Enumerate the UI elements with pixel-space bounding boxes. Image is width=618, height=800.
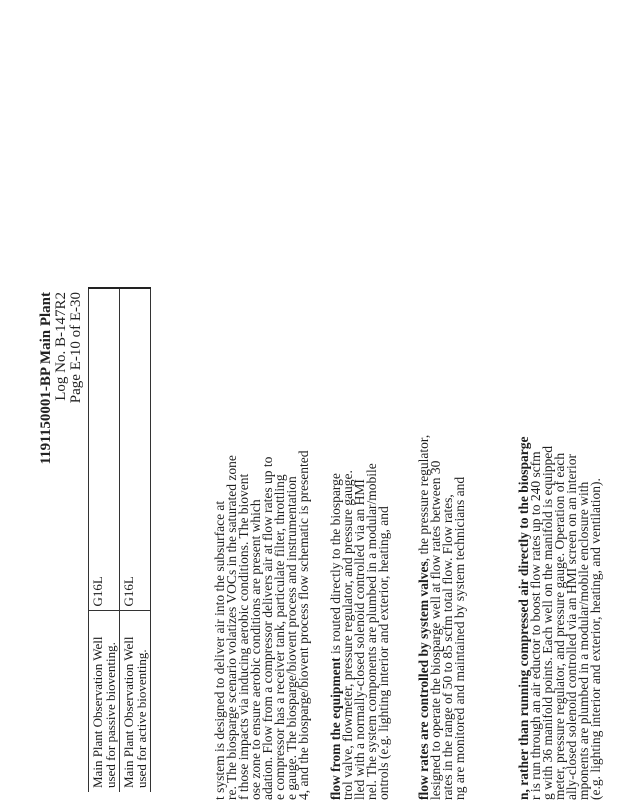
paragraph-line: ally-closed solenoid controlled via an HMI screen on an interior: [564, 453, 579, 800]
paragraph-line: mponents are plumbed in a modular/mobile enclosure with: [576, 481, 591, 800]
paragraph-air-eductor: [518, 240, 602, 800]
lead-rest-text: , the pressure regulator,: [416, 434, 431, 562]
observation-well-table: [88, 287, 151, 792]
paragraph-line: ng are monitored and maintained by system technicians and: [452, 476, 467, 800]
table-row: [120, 288, 151, 792]
paragraph-line: f those impacts via inducing aerobic conditions. The biovent: [236, 473, 251, 800]
paragraph-line: adation. Flow from a compressor delivers air at flow rates up to: [260, 456, 275, 800]
paragraph-line: g with 36 manifold points. Each well on the manifold is equipped: [540, 446, 555, 800]
paragraph-line: r is run through an air eductor to boost flow rates up to 240 scfm: [528, 451, 543, 800]
paragraph-line: meter, pressure regulator, and pressure gauge. Operation of each: [552, 452, 567, 800]
paragraph-line: re. The biosparge scenario volatizes VOCs in the saturated zone: [224, 455, 239, 800]
paragraph-equipment-flow: [330, 240, 390, 800]
bold-lead-text: n, rather than running compressed air directly to the biosparge: [516, 436, 531, 800]
well-description-cell: Main Plant Observation Well used for active bioventing.: [120, 611, 151, 792]
well-code-cell: G16L: [89, 288, 120, 611]
paragraph-line: ontrols (e.g. lighting interior and exterior, heating, and: [376, 506, 391, 800]
document-id: 1191150001-BP Main Plant: [38, 292, 54, 465]
paragraph-line: (e.g. lighting interior and exterior, heating, and ventilation).: [588, 478, 603, 800]
well-code-cell: G16L: [120, 288, 151, 611]
paragraph-line: ose zone to ensure aerobic conditions are present which: [248, 499, 263, 800]
log-number: Log No. B-147R2: [53, 292, 69, 401]
paragraph-line: lesigned to operate the biosparge well at flow rates between 30: [428, 460, 443, 800]
paragraph-line: e gauge. The biosparge/biovent process and instrumentation: [284, 476, 299, 800]
paragraph-line: rates in the range of 50 to 85 scfm total flow. Flow rates,: [440, 494, 455, 800]
paragraph-line: trol valve, flowmeter, pressure regulator, and pressure gauge.: [340, 470, 355, 800]
paragraph-line: t system is designed to deliver air into the subsurface at: [212, 500, 227, 800]
page-number: Page E-10 of E-30: [68, 292, 84, 404]
well-description-cell: Main Plant Observation Well used for passive bioventing.: [89, 611, 120, 792]
paragraph-line: 4, and the biosparge/biovent process flow schematic is presented: [296, 450, 311, 800]
table-row: [89, 288, 120, 792]
bold-lead-text: flow rates are controlled by system valves: [416, 561, 431, 800]
paragraph-line: lled with a normally-closed solenoid controlled via an HMI: [352, 479, 367, 800]
bold-lead-text: flow from the equipment: [328, 657, 343, 800]
paragraph-flow-rates: [418, 240, 466, 800]
paragraph-system-overview: [214, 240, 310, 800]
paragraph-line: e compressor has a receiver tank, particulate filter, throttling: [272, 474, 287, 800]
paragraph-line: nel. The system components are plumbed in a modular/mobile: [364, 463, 379, 800]
lead-rest-text: is routed directly to the biosparge: [328, 473, 343, 658]
